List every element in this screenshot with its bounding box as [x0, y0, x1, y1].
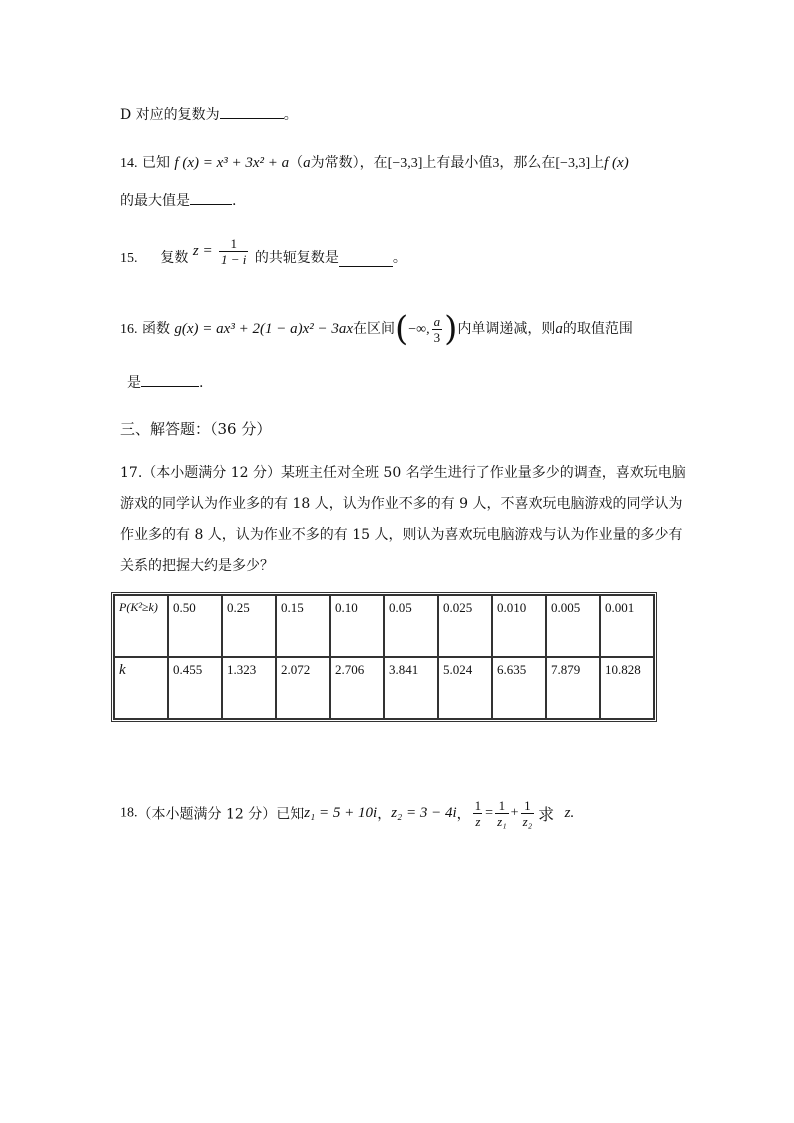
q16-number: 16. [120, 322, 138, 337]
q15-fraction-denominator: 1 − i [221, 252, 247, 267]
q14-interval-1: [−3,3] [387, 156, 423, 171]
table-cell: 0.05 [384, 595, 438, 657]
q14-line1 [120, 152, 629, 172]
q16-text-2: 在区间 [353, 321, 395, 337]
q14-interval-2: [−3,3] [555, 156, 591, 171]
q18-fraction-1-denominator: z [475, 814, 481, 829]
q16-interval-left: −∞, [408, 322, 430, 337]
q18-text-2: 求 [538, 805, 555, 824]
table-cell: 0.005 [546, 595, 600, 657]
q17-line-2: 游戏的同学认为作业多的有 18 人，认为作业不多的有 9 人，不喜欢玩电脑游戏的同学认为 [120, 496, 683, 512]
table-cell: 0.25 [222, 595, 276, 657]
q15-fraction-numerator: 1 [230, 236, 237, 251]
q16-text-1: 函数 [141, 321, 170, 337]
q16-line2 [127, 372, 203, 392]
section-3-title: 三、解答题：（36 分） [120, 420, 272, 438]
q14-text-5: ，那么在 [499, 155, 556, 171]
q14-min: 3 [492, 156, 500, 171]
q16-a: a [555, 321, 563, 337]
q14-text-1: 已知 [141, 155, 170, 171]
q16-line1 [120, 309, 633, 349]
table-cell: 0.15 [276, 595, 330, 657]
q15-answer-blank [339, 252, 393, 267]
table-cell: 7.879 [546, 657, 600, 719]
q14-line2 [120, 190, 236, 210]
q15-line [120, 236, 407, 267]
table-cell: 0.001 [600, 595, 654, 657]
q18-z1: z₁ = 5 + 10i [304, 805, 378, 821]
q17-line-1: 17.（本小题满分 12 分）某班主任对全班 50 名学生进行了作业量多少的调查，喜欢玩电脑 [120, 465, 686, 481]
table-row-header-p: P(K²≥k) [114, 595, 168, 657]
table-cell: 6.635 [492, 657, 546, 719]
q15-text-1: 复数 [160, 250, 189, 266]
q15-fraction [219, 236, 248, 267]
q18-fraction-2-denominator: z₁ [497, 814, 507, 829]
table-cell: 2.072 [276, 657, 330, 719]
q14-line2-text: 的最大值是 [120, 193, 190, 209]
q18-fraction-3 [521, 798, 535, 829]
q18-z2: z₂ = 3 − 4i [391, 805, 457, 821]
q14-text-2: （ [289, 155, 304, 171]
q15-number: 15. [120, 251, 138, 266]
q15-text-2: 的共轭复数是 [254, 250, 339, 266]
q18-sep-2: ， [456, 806, 471, 823]
table-row [114, 595, 654, 657]
q14-number: 14. [120, 156, 138, 171]
q18-sep-1: ， [377, 806, 392, 823]
q18-plus: + [510, 805, 519, 821]
table-cell: 10.828 [600, 657, 654, 719]
q18-equals: = [485, 805, 494, 821]
q16-function: g(x) = ax³ + 2(1 − a)x² − 3ax [174, 321, 353, 337]
q15-z: z = [192, 243, 213, 259]
table-cell: 5.024 [438, 657, 492, 719]
q14-line2-end: . [232, 193, 237, 209]
q16-left-paren: ( [395, 309, 409, 349]
q14-text-6: 上 [590, 155, 605, 171]
q16-text-3: 内单调递减，则 [457, 321, 556, 337]
q14-fx: f (x) [604, 155, 629, 171]
q18-fraction-3-numerator: 1 [524, 798, 531, 813]
q16-line2-text: 是 [127, 375, 141, 391]
q14-text-4: 上有最小值 [422, 155, 493, 171]
q16-fraction [432, 314, 443, 345]
q15-end: 。 [392, 250, 407, 266]
q13-tail-line [120, 104, 298, 124]
q17-line-4: 关系的把握大约是多少？ [120, 558, 274, 574]
table-cell: 0.455 [168, 657, 222, 719]
table-cell: 0.010 [492, 595, 546, 657]
q18-fraction-1-numerator: 1 [474, 798, 482, 813]
table-row [114, 657, 654, 719]
q16-fraction-numerator: a [433, 313, 441, 329]
q13-tail-text: D 对应的复数为 [120, 107, 220, 123]
q14-answer-blank [190, 190, 232, 205]
q18-text-1: （本小题满分 12 分）已知 [137, 806, 305, 823]
q16-line2-end: . [199, 375, 204, 391]
table-cell: 0.50 [168, 595, 222, 657]
table-cell: 2.706 [330, 657, 384, 719]
q18-fraction-2 [495, 798, 509, 829]
q18-line [120, 798, 574, 829]
q18-fraction-1 [473, 798, 484, 829]
table-cell: 3.841 [384, 657, 438, 719]
q14-a: a [303, 155, 311, 171]
q18-z: z. [564, 805, 575, 821]
table-cell: 0.025 [438, 595, 492, 657]
table-cell: 0.10 [330, 595, 384, 657]
table-cell: 1.323 [222, 657, 276, 719]
q18-fraction-2-numerator: 1 [498, 798, 506, 813]
q18-fraction-3-denominator: z₂ [522, 814, 533, 829]
q16-text-4: 的取值范围 [562, 321, 633, 337]
q16-answer-blank [141, 372, 199, 387]
critical-values-table [111, 592, 657, 722]
q16-right-paren: ) [444, 309, 458, 349]
q14-function: f (x) = x³ + 3x² + a [174, 155, 290, 171]
q16-fraction-denominator: 3 [433, 329, 441, 345]
q13-tail-end: 。 [283, 107, 298, 123]
q14-text-3: 为常数），在 [310, 155, 388, 171]
table-row-header-k: k [114, 657, 168, 719]
q13-answer-blank [220, 104, 284, 119]
q18-number: 18. [120, 805, 138, 821]
q17-line-3: 作业多的有 8 人，认为作业不多的有 15 人，则认为喜欢玩电脑游戏与认为作业量的多少有 [120, 527, 683, 543]
